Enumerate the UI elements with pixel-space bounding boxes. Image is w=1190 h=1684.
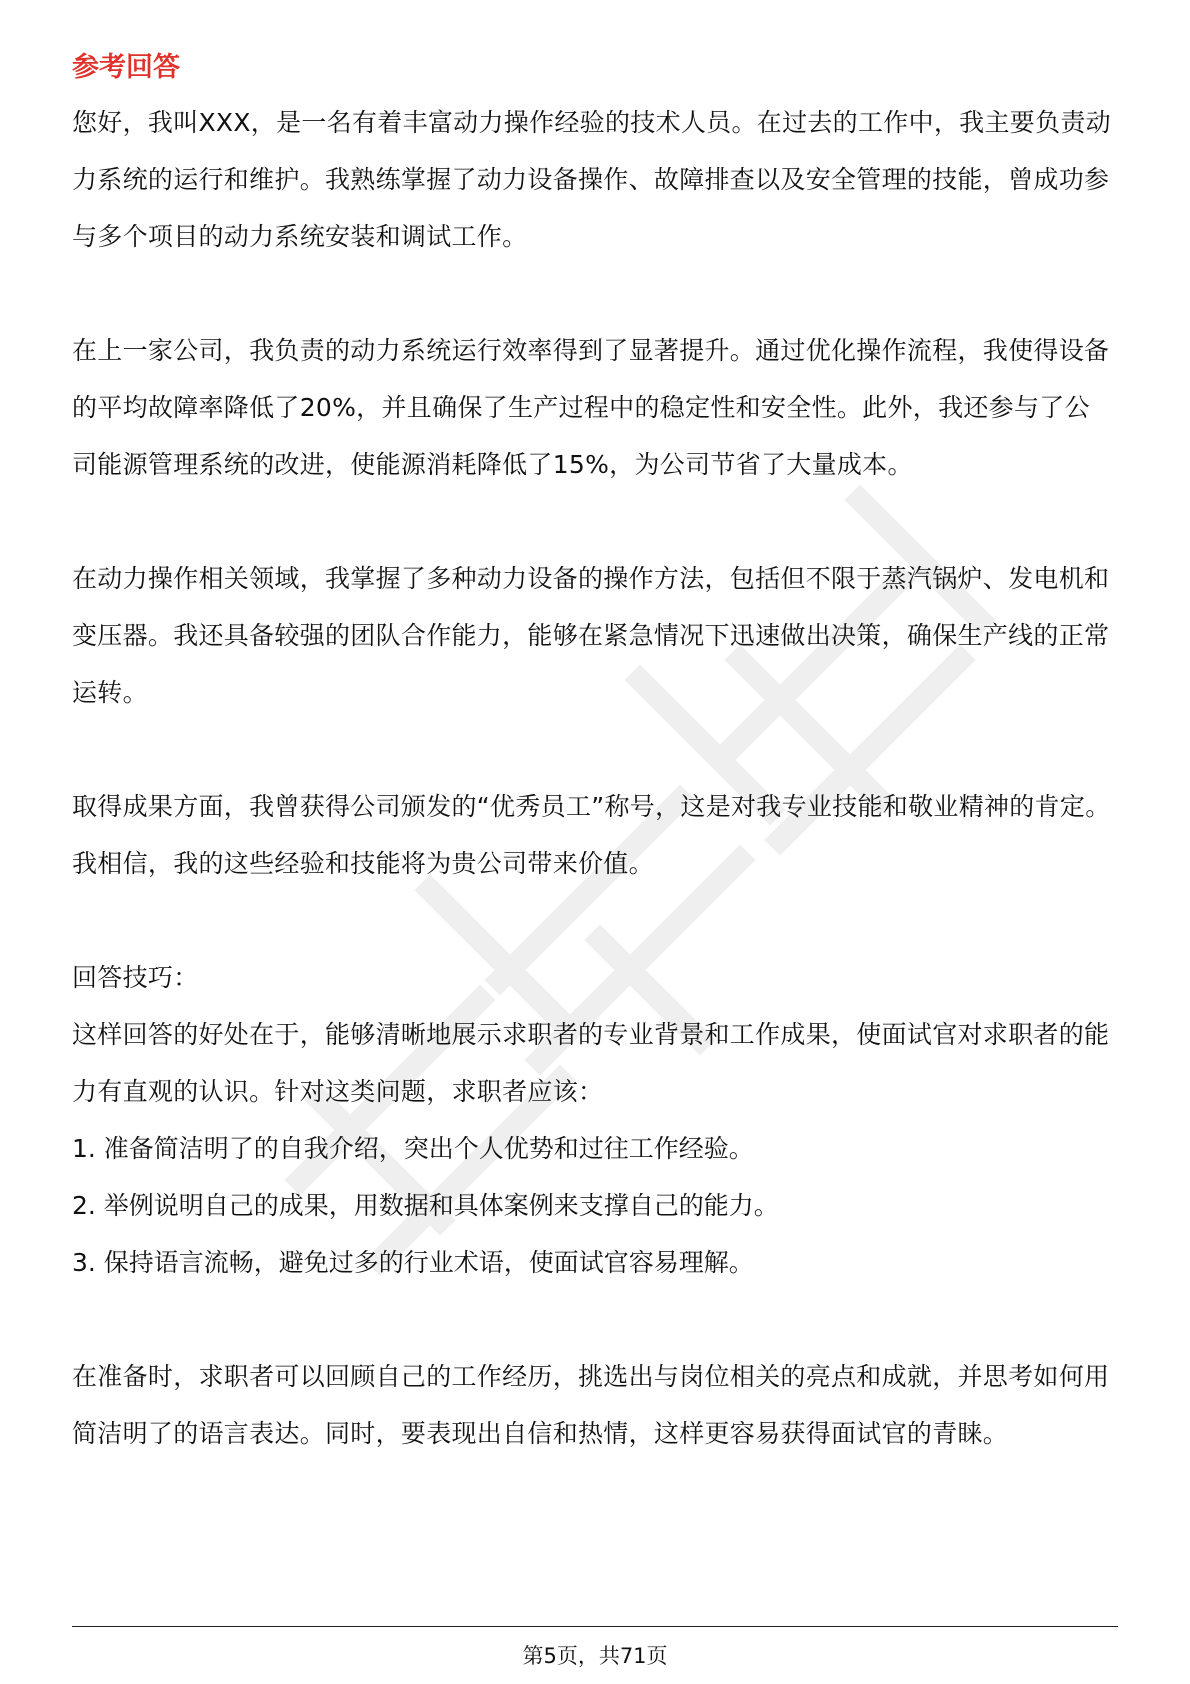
answer-paragraph-2: 在上一家公司，我负责的动力系统运行效率得到了显著提升。通过优化操作流程，我使得设备的平均故障率降低了20%，并且确保了生产过程中的稳定性和安全性。此外，我还参与了公司能源管理系统的改进，使能源消耗降低了15%，为公司节省了大量成本。 (72, 336, 1110, 479)
answer-paragraph-4: 取得成果方面，我曾获得公司颁发的“优秀员工”称号，这是对我专业技能和敬业精神的肯定。我相信，我的这些经验和技能将为贵公司带来价值。 (72, 792, 1111, 878)
tips-heading: 回答技巧： (72, 963, 199, 992)
tips-item-3: 3. 保持语言流畅，避免过多的行业术语，使面试官容易理解。 (72, 1248, 754, 1277)
page-number: 第5页，共71页 (522, 1644, 668, 1668)
answer-paragraph-1: 您好，我叫XXX，是一名有着丰富动力操作经验的技术人员。在过去的工作中，我主要负责动力系统的运行和维护。我熟练掌握了动力设备操作、故障排查以及安全管理的技能，曾成功参与多个项目的动力系统安装和调试工作。 (72, 108, 1111, 251)
tips-intro: 这样回答的好处在于，能够清晰地展示求职者的专业背景和工作成果，使面试官对求职者的能力有直观的认识。针对这类问题，求职者应该： (72, 1020, 1110, 1106)
tips-closing: 在准备时，求职者可以回顾自己的工作经历，挑选出与岗位相关的亮点和成就，并思考如何用简洁明了的语言表达。同时，要表现出自信和热情，这样更容易获得面试官的青睐。 (72, 1362, 1110, 1448)
footer-divider (72, 1626, 1118, 1627)
tips-item-1: 1. 准备简洁明了的自我介绍，突出个人优势和过往工作经验。 (72, 1134, 754, 1163)
page-content (72, 48, 1112, 1462)
answer-paragraph-3: 在动力操作相关领域，我掌握了多种动力设备的操作方法，包括但不限于蒸汽锅炉、发电机和变压器。我还具备较强的团队合作能力，能够在紧急情况下迅速做出决策，确保生产线的正常运转。 (72, 564, 1110, 707)
section-title: 参考回答 (72, 52, 180, 83)
tips-item-2: 2. 举例说明自己的成果，用数据和具体案例来支撑自己的能力。 (72, 1191, 779, 1220)
